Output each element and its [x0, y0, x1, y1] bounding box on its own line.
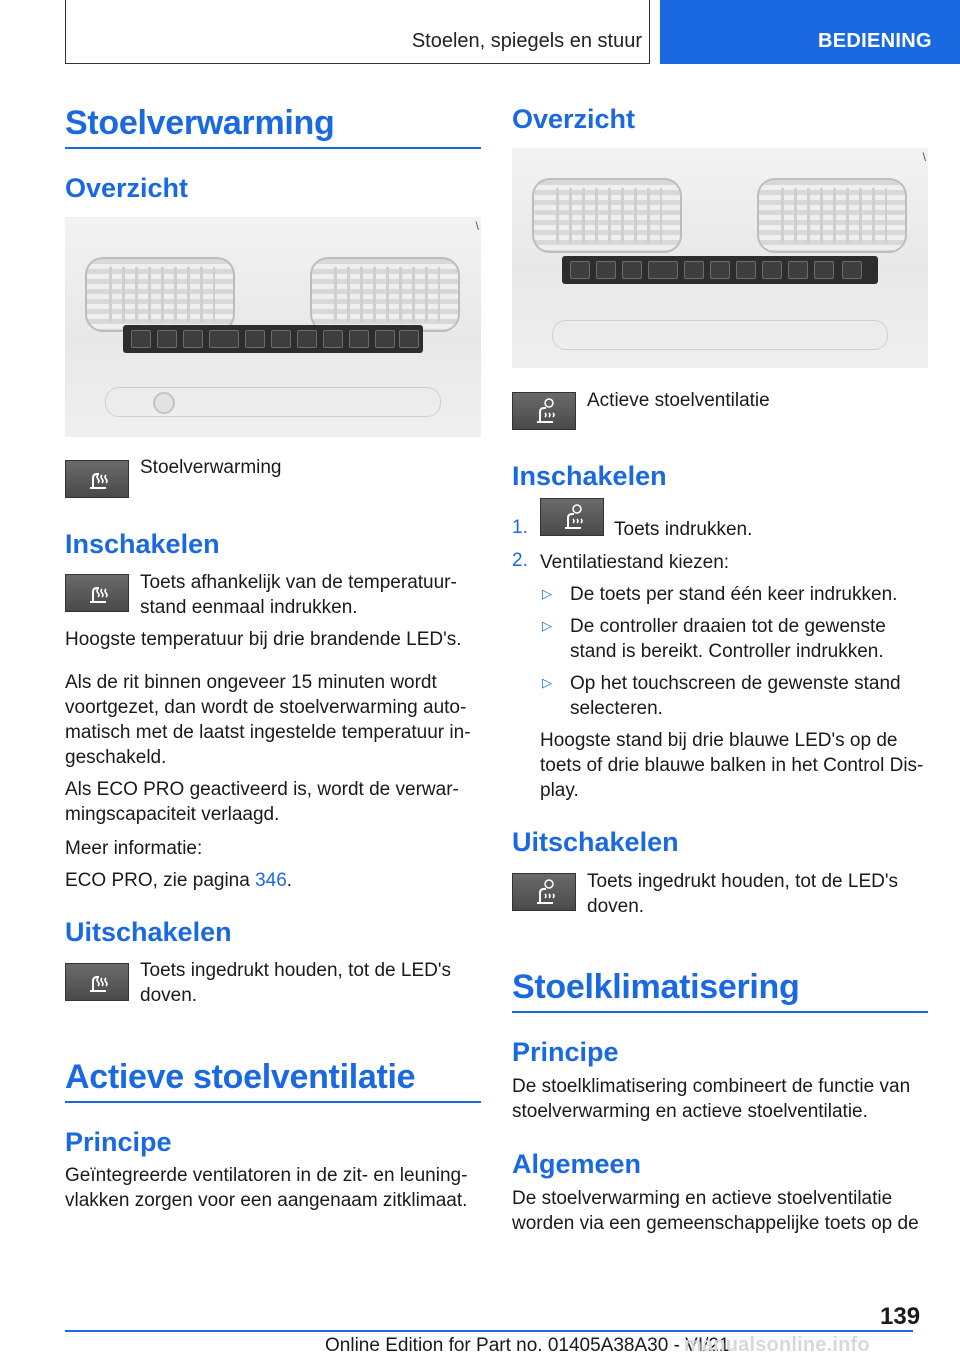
bullet-triangle-icon: ▷ — [542, 586, 552, 601]
air-vent-left — [532, 178, 682, 253]
section-title-seat-heating: Stoelverwarming — [65, 104, 335, 142]
icon-caption-ventilation: Actieve stoelventilatie — [587, 390, 770, 411]
seat-heating-icon — [65, 574, 129, 612]
substep3-line2: selecteren. — [570, 698, 663, 719]
more-info-label: Meer informatie: — [65, 838, 203, 859]
header-chapter-tab — [660, 0, 960, 64]
heading-switch-off: Uitschakelen — [65, 917, 232, 947]
icon-caption-seat-heating: Stoelverwarming — [140, 457, 282, 478]
header-section-title: Stoelen, spiegels en stuur — [411, 30, 642, 52]
step2-text: Ventilatiestand kiezen: — [540, 552, 730, 573]
heading-overview: Overzicht — [65, 173, 189, 203]
eco-text-line2: mingscapaciteit verlaagd. — [65, 804, 280, 825]
substep3-line1: Op het touchscreen de gewenste stand — [570, 673, 901, 694]
heading-switch-on: Inschakelen — [65, 529, 220, 559]
principle-text-line1: De stoelklimatisering combineert de functie van — [512, 1076, 911, 1097]
trim-strip — [552, 320, 888, 350]
heading-principle: Principe — [65, 1127, 172, 1157]
principle-text-line2: stoelverwarming en actieve stoelventilatie. — [512, 1101, 868, 1122]
substep2-line2: stand is bereikt. Controller indrukken. — [570, 641, 884, 662]
max-level-line3: play. — [540, 780, 579, 801]
step1-text: Toets indrukken. — [614, 519, 753, 540]
switch-on-text-line1: Toets afhankelijk van de temperatuur- — [140, 572, 457, 593]
continue-text-line1: Als de rit binnen ongeveer 15 minuten wordt — [65, 672, 437, 693]
dashboard-photo — [65, 217, 481, 437]
section-rule — [512, 1011, 928, 1013]
bullet-triangle-icon: ▷ — [542, 618, 552, 633]
substep2-line1: De controller draaien tot de gewenste — [570, 616, 886, 637]
heading-switch-on: Inschakelen — [512, 461, 667, 491]
air-vent-left — [85, 257, 235, 332]
max-temperature-text: Hoogste temperatuur bij drie brandende LED's. — [65, 629, 462, 650]
heading-overview: Overzicht — [512, 104, 636, 134]
switch-off-text-line1: Toets ingedrukt houden, tot de LED's — [587, 871, 898, 892]
general-text-line1: De stoelverwarming en actieve stoelventilatie — [512, 1188, 893, 1209]
continue-text-line2: voortgezet, dan wordt de stoelverwarming auto- — [65, 697, 467, 718]
header-chapter-label: BEDIENING — [818, 30, 932, 52]
continue-text-line4: geschakeld. — [65, 747, 167, 768]
heading-general: Algemeen — [512, 1149, 642, 1179]
section-title-active-ventilation: Actieve stoelventilatie — [65, 1058, 416, 1096]
substep1-text: De toets per stand één keer indrukken. — [570, 584, 898, 605]
air-vent-right — [310, 257, 460, 332]
seat-heating-icon — [65, 460, 129, 498]
dashboard-photo — [512, 148, 928, 368]
seat-ventilation-icon — [512, 873, 576, 911]
max-level-line2: toets of drie blauwe balken in het Control Dis- — [540, 755, 924, 776]
principle-text-line2: vlakken zorgen voor een aangenaam zitklimaat. — [65, 1190, 468, 1211]
climate-control-panel — [562, 256, 878, 284]
volume-knob — [153, 392, 175, 414]
seat-ventilation-icon — [512, 392, 576, 430]
heading-switch-off: Uitschakelen — [512, 827, 679, 857]
corner-mark: \ — [475, 219, 479, 233]
switch-on-text-line2: stand eenmaal indrukken. — [140, 597, 358, 618]
air-vent-right — [757, 178, 907, 253]
section-title-seat-climate: Stoelklimatisering — [512, 968, 800, 1006]
max-level-line1: Hoogste stand bij drie blauwe LED's op de — [540, 730, 898, 751]
eco-pro-reference: ECO PRO, zie pagina 346. — [65, 870, 293, 891]
page-number: 139 — [880, 1303, 921, 1330]
step-number: 2. — [512, 550, 528, 571]
heading-principle: Principe — [512, 1037, 619, 1067]
climate-control-panel — [123, 325, 423, 353]
eco-text-line1: Als ECO PRO geactiveerd is, wordt de verwar- — [65, 779, 459, 800]
switch-off-text-line2: doven. — [140, 985, 198, 1006]
bullet-triangle-icon: ▷ — [542, 675, 552, 690]
footer-rule — [65, 1330, 913, 1332]
continue-text-line3: matisch met de laatst ingestelde temperatuur in- — [65, 722, 471, 743]
switch-off-text-line2: doven. — [587, 896, 645, 917]
section-rule — [65, 147, 481, 149]
general-text-line2: worden via een gemeenschappelijke toets op de — [512, 1213, 919, 1234]
watermark: manualsonline.info — [684, 1334, 870, 1356]
footer-edition: Online Edition for Part no. 01405A38A30 - VI/21 — [325, 1335, 730, 1356]
seat-heating-icon — [65, 963, 129, 1001]
seat-ventilation-icon — [540, 498, 604, 536]
corner-mark: \ — [922, 150, 926, 164]
switch-off-text-line1: Toets ingedrukt houden, tot de LED's — [140, 960, 451, 981]
step-number: 1. — [512, 517, 528, 538]
principle-text-line1: Geïntegreerde ventilatoren in de zit- en leuning- — [65, 1165, 468, 1186]
page-link-346[interactable]: 346 — [255, 870, 287, 891]
section-rule — [65, 1101, 481, 1103]
